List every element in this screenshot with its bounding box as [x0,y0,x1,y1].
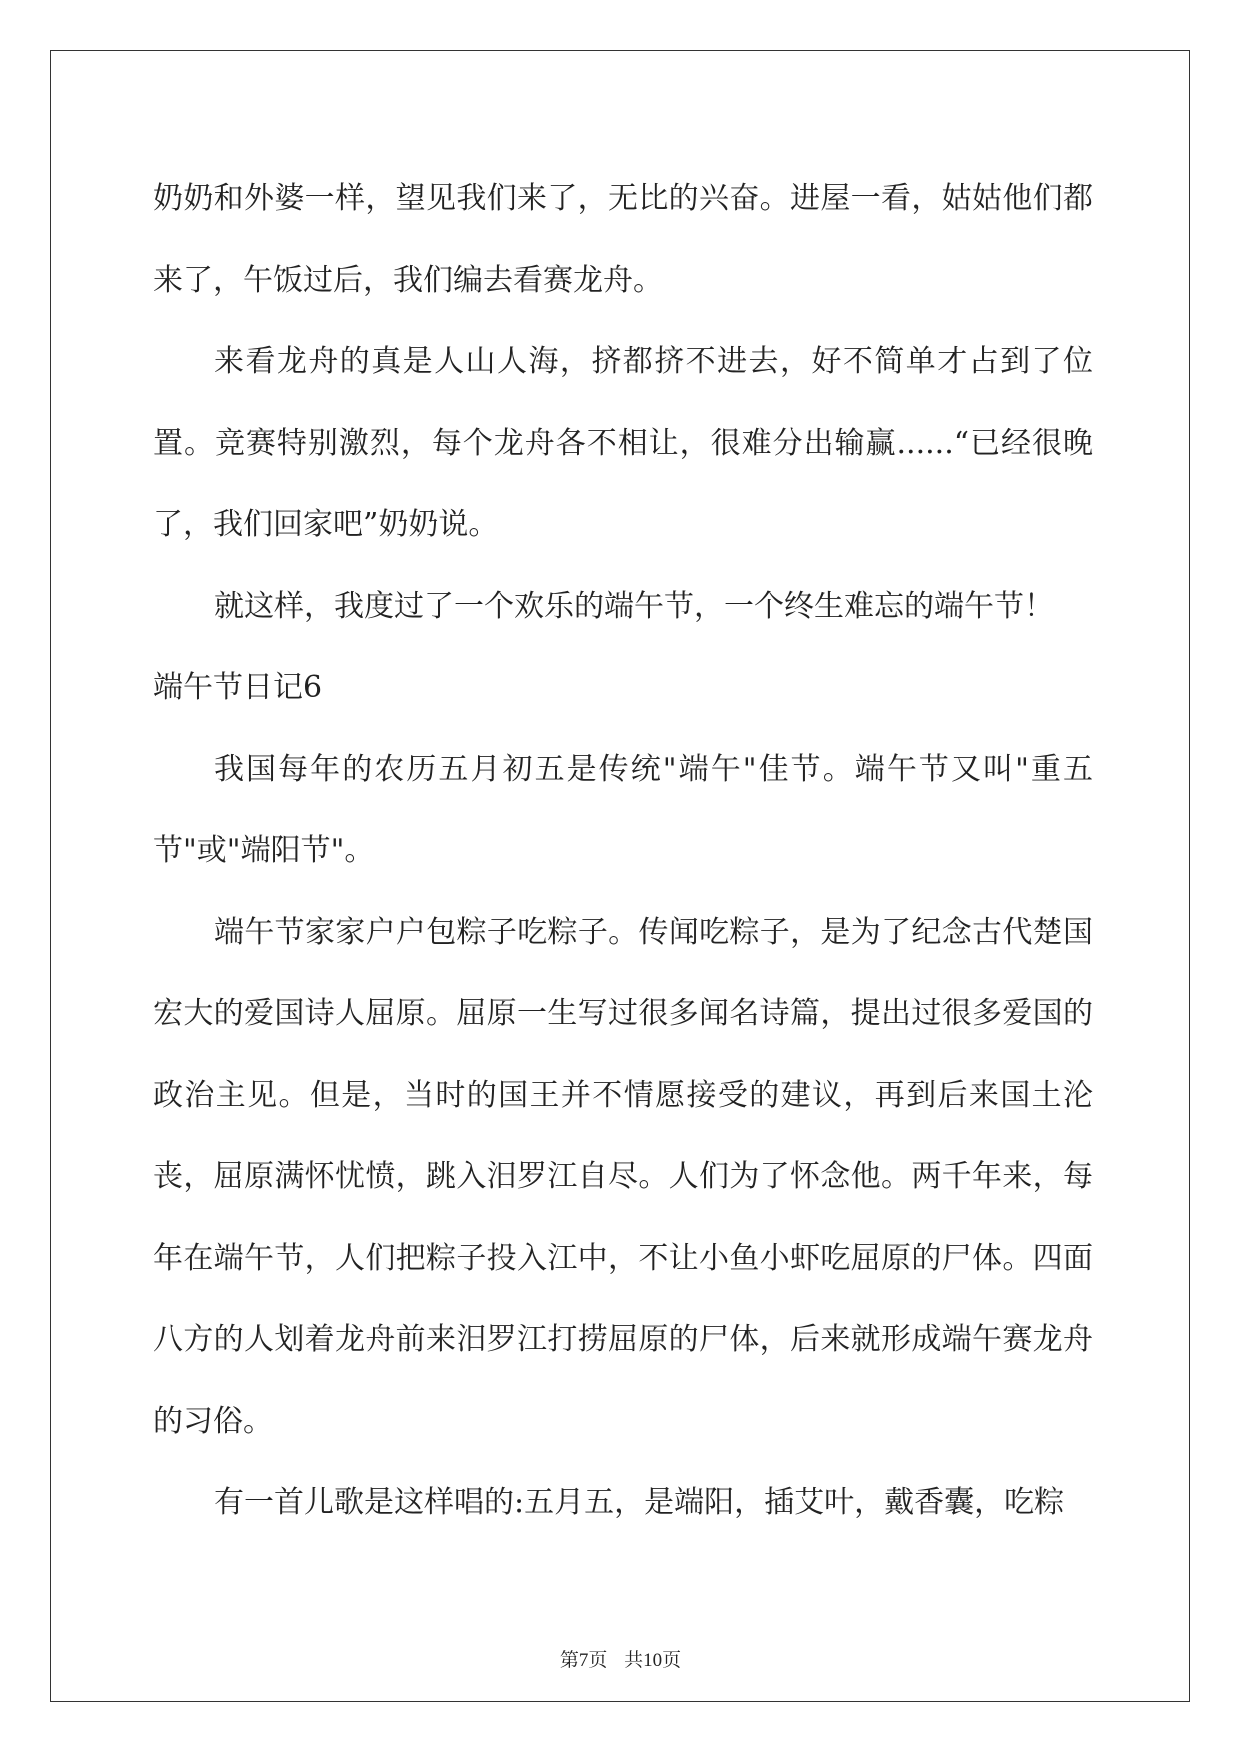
page-number: 第7页 [559,1650,608,1671]
paragraph: 就这样，我度过了一个欢乐的端午节，一个终生难忘的端午节！ [214,588,1054,624]
page-total: 共10页 [624,1650,682,1671]
paragraph: 端午节家家户户包粽子吃粽子。传闻吃粽子，是为了纪念古代楚国宏大的爱国诗人屈原。屈原一生写过很多闻名诗篇，提出过很多爱国的政治主见。但是，当时的国王并不情愿接受的建议，再到后来国土沦丧，屈原满怀忧愤，跳入汨罗江自尽。人们为了怀念他。两千年来，每年在端午节，人们把粽子投入江中，不让小鱼小虾吃屈原的尸体。四面八方的人划着龙舟前来汨罗江打捞屈原的尸体，后来就形成端午赛龙舟的习俗。 [153,914,1093,1439]
paragraph: 来看龙舟的真是人山人海，挤都挤不进去，好不简单才占到了位置。竞赛特别激烈，每个龙舟各不相让，很难分出输赢......“已经很晚了，我们回家吧”奶奶说。 [153,344,1093,542]
section-heading: 端午节日记6 [153,670,323,705]
paragraph: 我国每年的农历五月初五是传统"端午"佳节。端午节又叫"重五节"或"端阳节"。 [153,751,1093,868]
paragraph: 有一首儿歌是这样唱的:五月五，是端阳，插艾叶，戴香囊，吃粽 [214,1485,1065,1520]
page-footer [0,1645,1241,1672]
paragraph: 奶奶和外婆一样，望见我们来了，无比的兴奋。进屋一看，姑姑他们都来了，午饭过后，我们编去看赛龙舟。 [153,181,1093,298]
document-body [153,158,1093,1544]
